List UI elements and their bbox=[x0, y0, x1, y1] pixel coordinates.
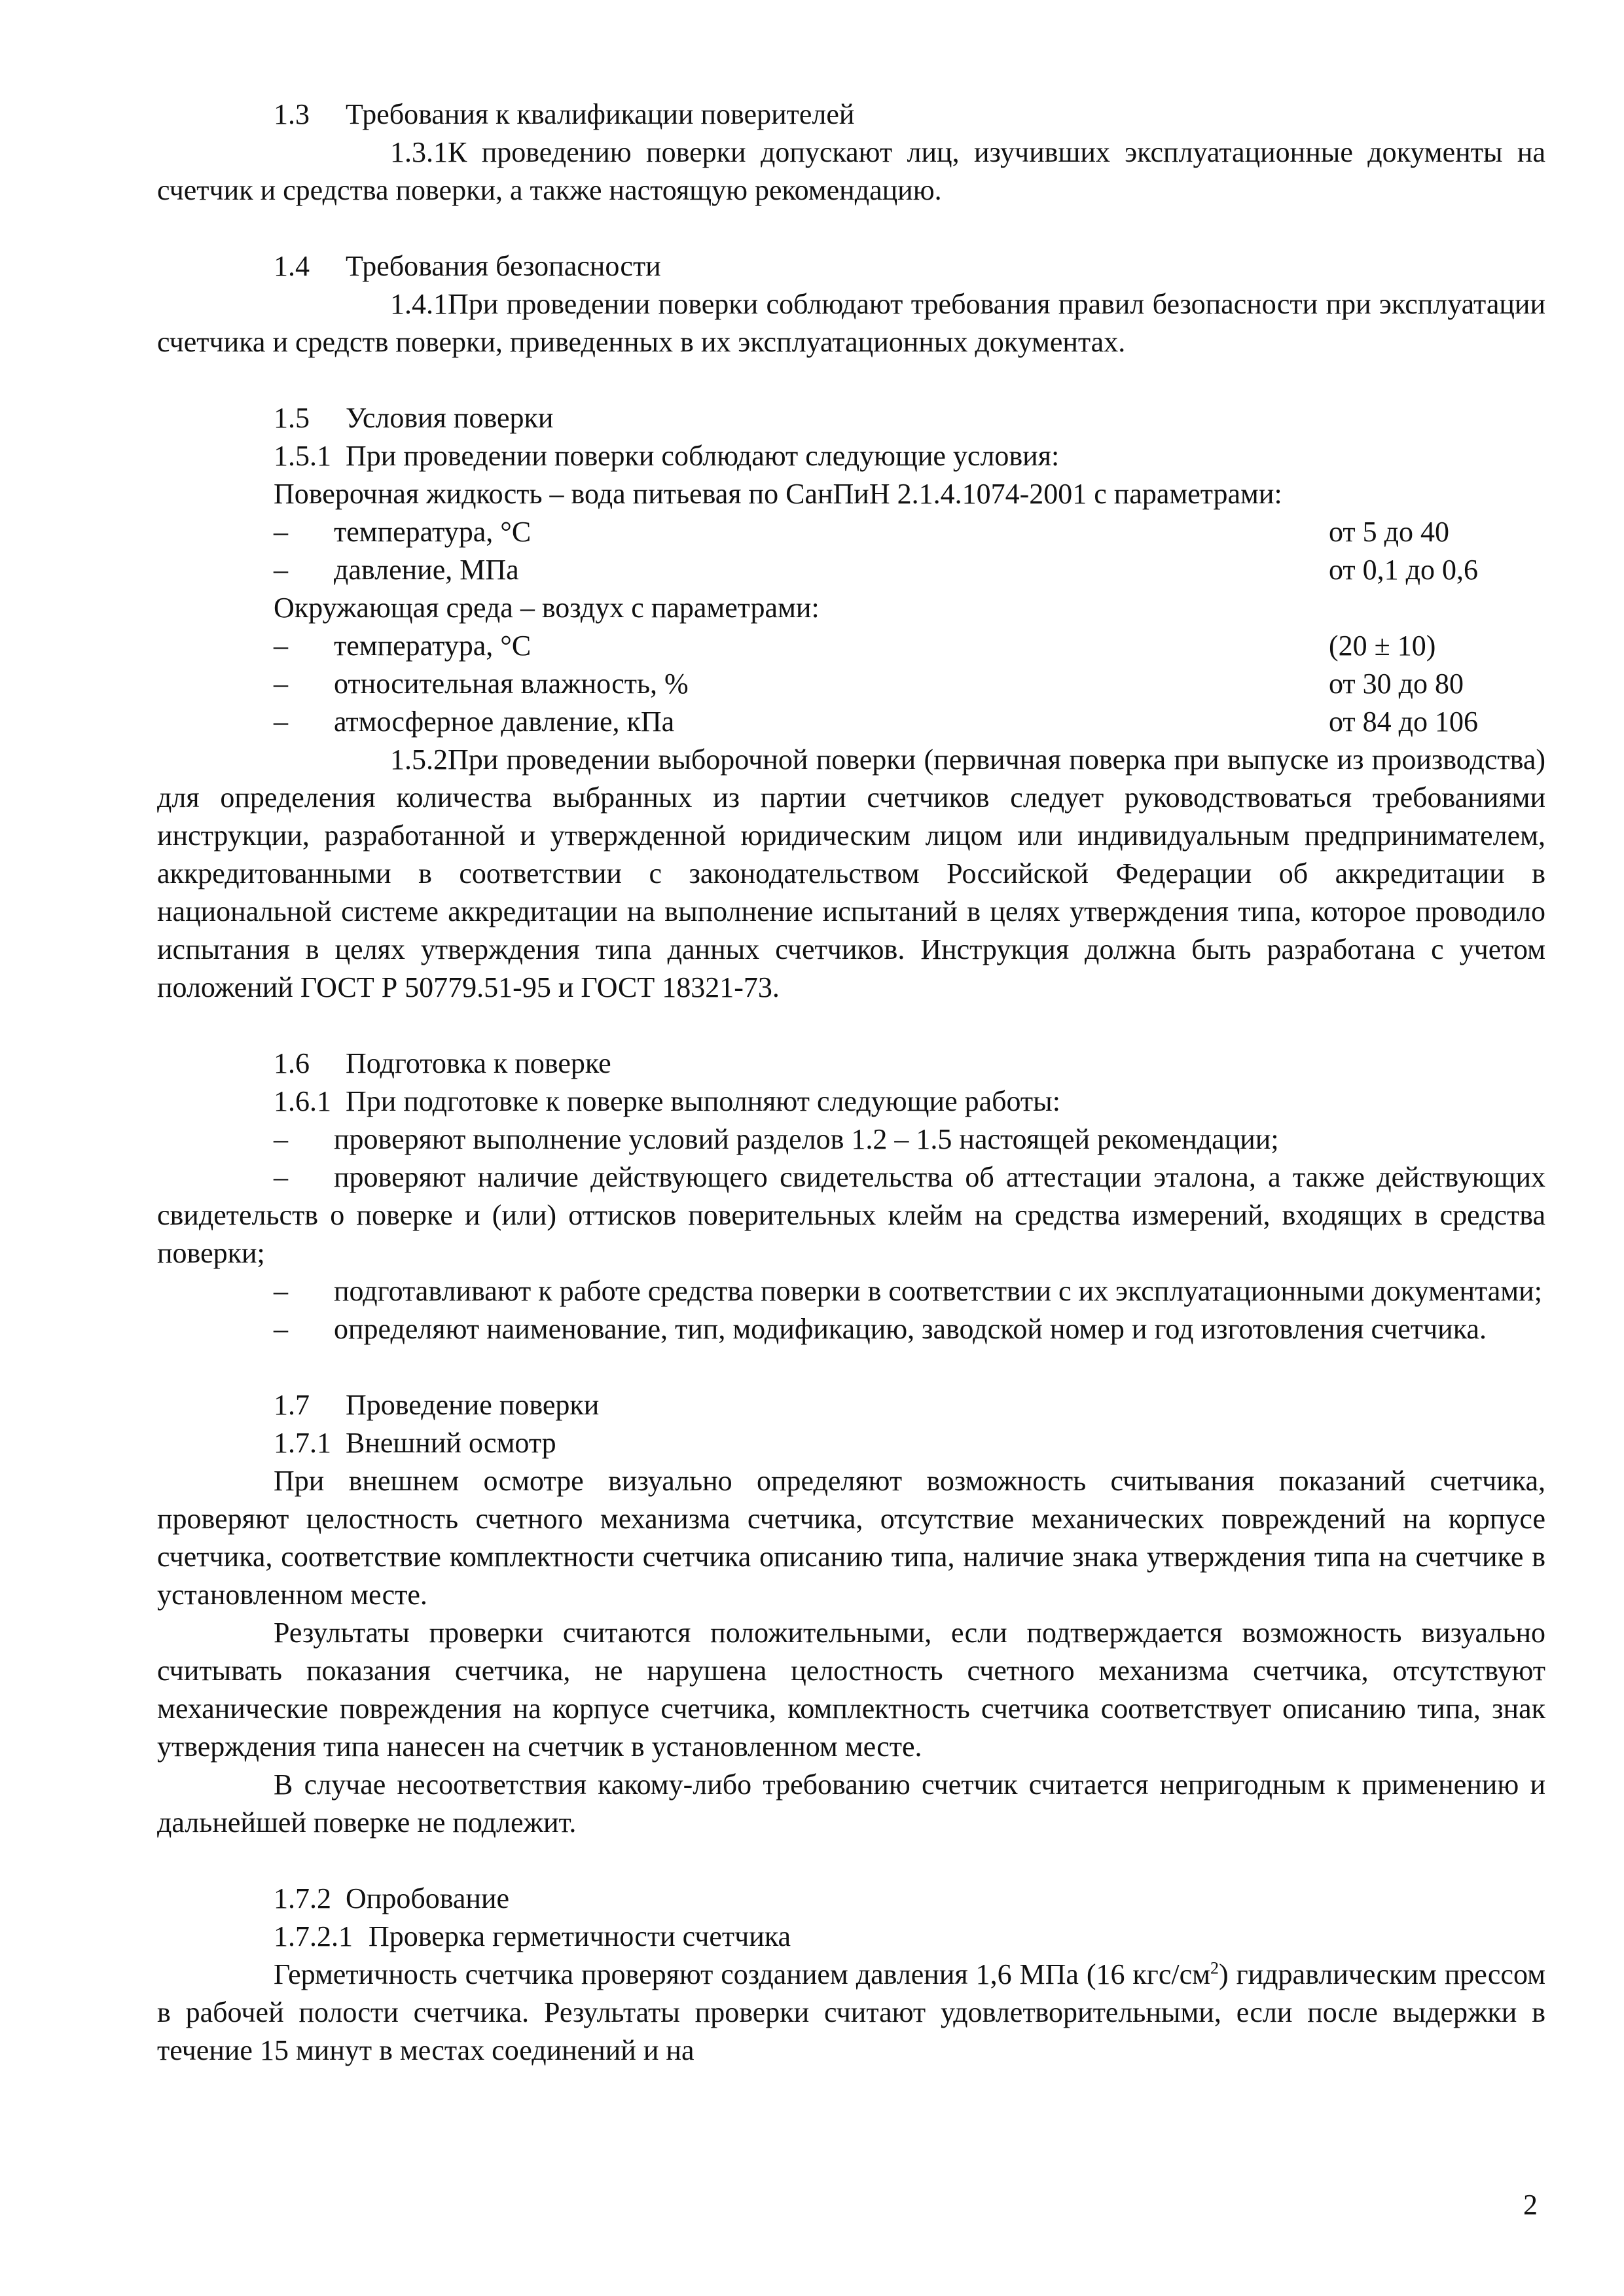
spacer bbox=[157, 209, 1545, 247]
page-content bbox=[157, 96, 1545, 2070]
section-heading-1-7: 1.7 Проведение поверки bbox=[274, 1389, 600, 1421]
spacer bbox=[157, 1842, 1545, 1880]
spacer bbox=[157, 1007, 1545, 1045]
subsection-heading-1-7-1: 1.7.1 Внешний осмотр bbox=[274, 1427, 556, 1459]
spacer bbox=[157, 361, 1545, 399]
paragraph: В случае несоответствия какому-либо требованию счетчик считается непригодным к применению и дальнейшей поверке не подлежит. bbox=[157, 1768, 1545, 1839]
param-row: – температура, °С от 5 до 40 bbox=[274, 516, 1450, 548]
spacer bbox=[157, 1348, 1545, 1386]
subsection-heading-1-7-2: 1.7.2 Опробование bbox=[274, 1882, 510, 1914]
param-row: – температура, °С (20 ± 10) bbox=[274, 630, 1436, 662]
section-heading-1-4: 1.4 Требования безопасности bbox=[274, 250, 661, 282]
section-heading-1-5: 1.5 Условия поверки bbox=[274, 402, 554, 434]
page-number: 2 bbox=[1523, 2189, 1538, 2221]
section-heading-1-6: 1.6 Подготовка к поверке bbox=[274, 1047, 611, 1079]
environment-description: Окружающая среда – воздух с параметрами: bbox=[274, 592, 820, 624]
section-heading-1-3: 1.3 Требования к квалификации поверителей bbox=[274, 98, 855, 130]
paragraph-tightness: Герметичность счетчика проверяют созданием давления 1,6 МПа (16 кгс/$см^2$) гидравлическим прессом в рабочей полости счетчика. Результаты проверки считают удовлетворительными, если после выдержки в течение 15 минут в местах соединений и на bbox=[157, 1958, 1545, 2066]
list-item: – проверяют наличие действующего свидетельства об аттестации эталона, а также действующих свидетельств о поверке и (или) оттисков поверительных клейм на средства измерений, входящих в средства поверки; bbox=[157, 1161, 1545, 1269]
list-item: – проверяют выполнение условий разделов 1.2 – 1.5 настоящей рекомендации; bbox=[274, 1123, 1279, 1155]
liquid-description: Поверочная жидкость – вода питьевая по СанПиН 2.1.4.1074-2001 с параметрами: bbox=[274, 478, 1282, 510]
list-item: – подготавливают к работе средства поверки в соответствии с их эксплуатационными документами; bbox=[274, 1275, 1542, 1307]
param-row: – относительная влажность, % от 30 до 80 bbox=[274, 668, 1464, 700]
paragraph-1-5-1: 1.5.1 При проведении поверки соблюдают следующие условия: bbox=[274, 440, 1060, 472]
param-row: – давление, МПа от 0,1 до 0,6 bbox=[274, 554, 1479, 586]
param-row: – атмосферное давление, кПа от 84 до 106 bbox=[274, 706, 1479, 738]
paragraph-1-3-1: 1.3.1К проведению поверки допускают лиц, изучивших эксплуатационные документы на счетчик и средства поверки, а также настоящую рекомендацию. bbox=[157, 136, 1545, 206]
paragraph: Результаты проверки считаются положительными, если подтверждается возможность визуально считывать показания счетчика, не нарушена целостность счетного механизма счетчика, отсутствуют механические повреждения на корпусе счетчика, комплектность счетчика соответствует описанию типа, знак утверждения типа нанесен на счетчик в установленном месте. bbox=[157, 1617, 1545, 1763]
paragraph-1-6-1: 1.6.1 При подготовке к поверке выполняют следующие работы: bbox=[274, 1085, 1060, 1117]
paragraph-1-4-1: 1.4.1При проведении поверки соблюдают требования правил безопасности при эксплуатации счетчика и средств поверки, приведенных в их эксплуатационных документах. bbox=[157, 288, 1545, 358]
list-item: – определяют наименование, тип, модификацию, заводской номер и год изготовления счетчика. bbox=[274, 1313, 1487, 1345]
paragraph: При внешнем осмотре визуально определяют возможность считывания показаний счетчика, проверяют целостность счетного механизма счетчика, отсутствие механических повреждений на корпусе счетчика, соответствие комплектности счетчика описанию типа, наличие знака утверждения типа на счетчике в установленном месте. bbox=[157, 1465, 1545, 1611]
paragraph-1-5-2: 1.5.2При проведении выборочной поверки (первичная поверка при выпуске из производства) для определения количества выбранных из партии счетчиков следует руководствоваться требованиями инструкции, разработанной и утвержденной юридическим лицом или индивидуальным предпринимателем, аккредитованными в соответствии с законодательством Российской Федерации об аккредитации в национальной системе аккредитации на выполнение испытаний в целях утверждения типа, которое проводило испытания в целях утверждения типа данных счетчиков. Инструкция должна быть разработана с учетом положений ГОСТ Р 50779.51-95 и ГОСТ 18321-73. bbox=[157, 744, 1545, 1003]
subsection-heading-1-7-2-1: 1.7.2.1 Проверка герметичности счетчика bbox=[274, 1920, 791, 1952]
